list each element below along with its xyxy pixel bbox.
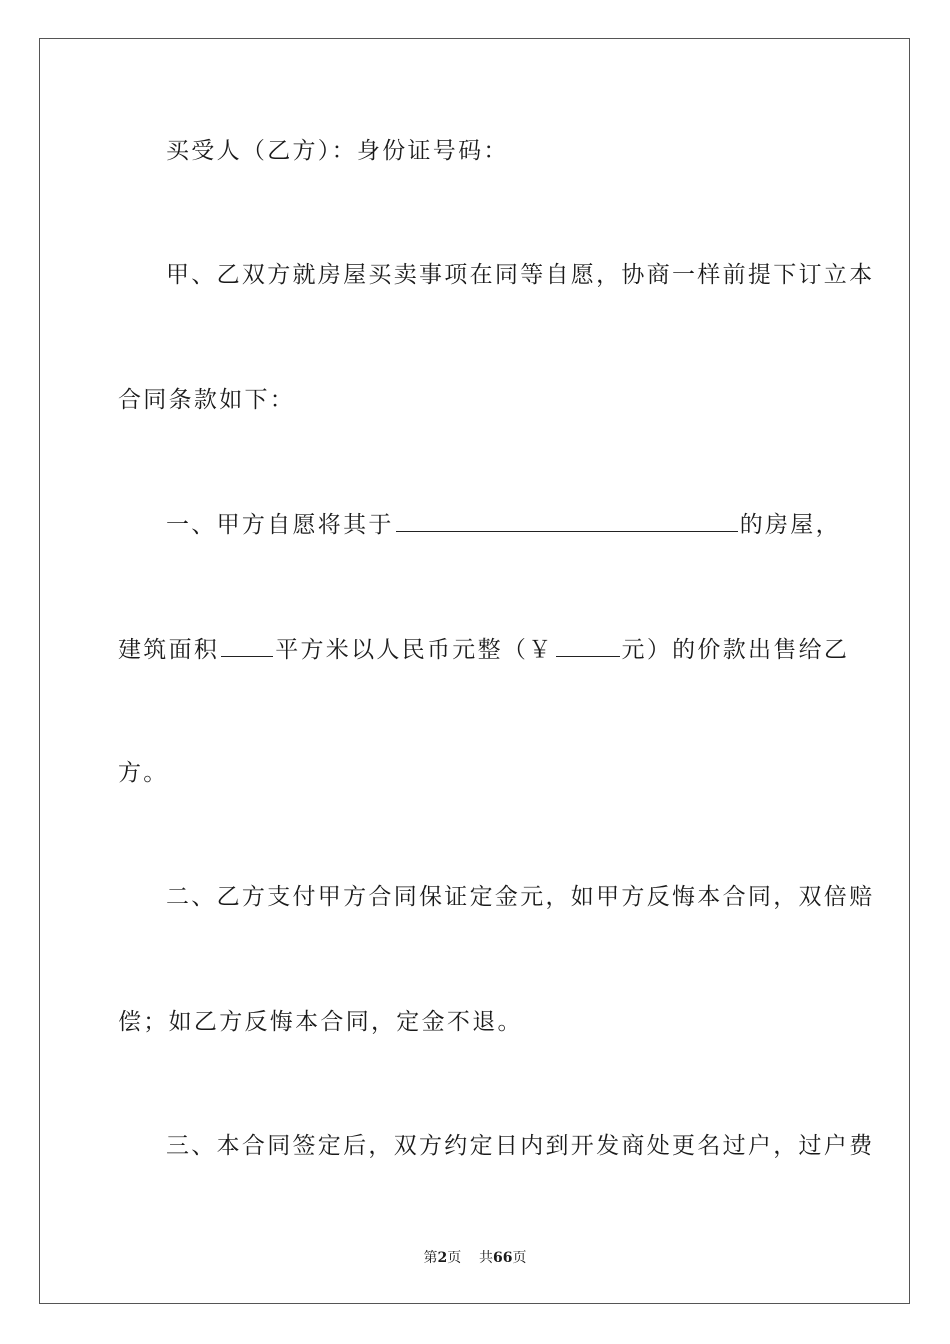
footer-page-prefix: 第 (423, 1250, 438, 1266)
price-tail: 元）的价款出售给乙 (621, 637, 850, 663)
address-blank[interactable] (396, 509, 738, 532)
clause1-line-3: 方。 (118, 760, 169, 786)
clause2-line-2: 偿；如乙方反悔本合同，定金不退。 (118, 1009, 523, 1035)
price-blank[interactable] (556, 634, 620, 657)
footer-total-pages: 66 (493, 1250, 513, 1266)
clause1-text-b: 的房屋， (739, 512, 841, 538)
area-blank[interactable] (221, 634, 273, 657)
area-label: 建筑面积 (118, 637, 220, 663)
footer-page-number: 2 (437, 1250, 448, 1266)
footer-page-suffix: 页 (447, 1250, 462, 1266)
page-footer (0, 1247, 950, 1267)
intro-line-2: 合同条款如下： (118, 387, 296, 413)
page-frame (39, 38, 910, 1304)
footer-total-prefix: 共 (479, 1250, 494, 1266)
clause3-line-1: 三、本合同签定后，双方约定日内到开发商处更名过户，过户费 (166, 1133, 875, 1159)
clause1-line-2 (118, 634, 849, 665)
intro-line-1: 甲、乙双方就房屋买卖事项在同等自愿，协商一样前提下订立本 (166, 262, 875, 288)
clause2-line-1: 二、乙方支付甲方合同保证定金元，如甲方反悔本合同，双倍赔 (166, 884, 875, 910)
clause1-line-1 (166, 509, 841, 540)
buyer-line: 买受人（乙方）：身份证号码： (166, 138, 509, 164)
clause1-text-a: 一、甲方自愿将其于 (166, 512, 394, 538)
footer-total-suffix: 页 (512, 1250, 527, 1266)
price-label: 平方米以人民币元整（￥ (275, 637, 554, 663)
